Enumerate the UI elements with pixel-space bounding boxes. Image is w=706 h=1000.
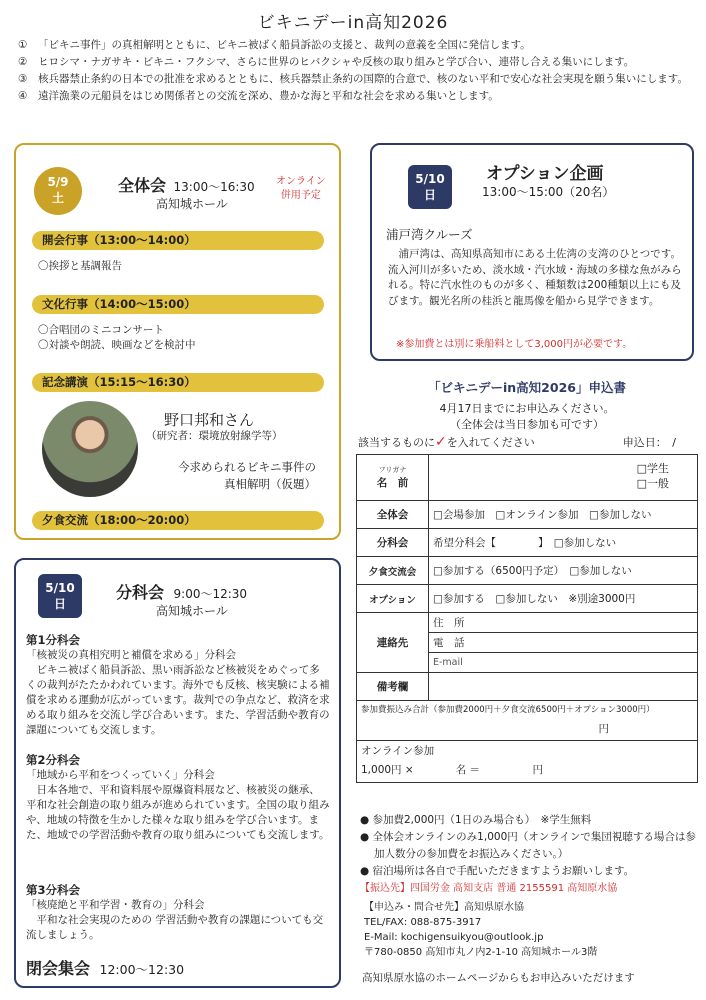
application-header: 「ビキニデーin高知2026」申込書 4月17日までにお申込みください。 （全体会は当日参加も可です） (428, 380, 626, 431)
culture-item: 〇対談や朗読、映画などを検討中 (38, 339, 196, 351)
speaker-name: 野口邦和さん (164, 411, 255, 429)
sub-options[interactable]: 希望分科会【 】 □参加しない (429, 529, 698, 557)
contact-label: 連絡先 (357, 613, 429, 673)
sub-section: 第2分科会 「地域から平和をつくっていく」分科会 日本各地で、平和資料展や原爆資料展など、核被災の継承、平和な社会創造の取り組みが進められています。全国の取り組みや、地域の特徴を生かした様々な取り組みを学び合います。また、地域での学習活動や教育の取り組みについても交流します。 (26, 753, 330, 841)
option-row-label: オプション (357, 585, 429, 613)
plenary-heading: 全体会 13:00〜16:30 (118, 176, 255, 195)
culture-item: 〇合唱団のミニコンサート (38, 324, 164, 336)
sub-date-badge: 5/10 日 (38, 574, 82, 618)
cruise-title: 浦戸湾クルーズ (386, 227, 473, 242)
page-title: ビキニデーin高知2026 (257, 13, 449, 33)
total-row[interactable]: 参加費振込み合計（参加費2000円＋夕食交流6500円＋オプション3000円） 円 (357, 701, 698, 741)
plenary-row-label: 全体会 (357, 501, 429, 529)
check-mark-icon: ✓ (435, 434, 447, 450)
sub-section: 第3分科会 「核廃絶と平和学習・教育の」分科会 平和な社会実現のための 学習活動や教育の課題についても交流しましょう。 (26, 883, 324, 941)
sub-heading: 分科会 9:00〜12:30 (116, 583, 248, 602)
speaker-affiliation: （研究者：環境放射線学等） (146, 430, 283, 442)
goal-item: ③ 核兵器禁止条約の日本での批准を求めるとともに、核兵器禁止条約の国際的合意で、核のない平和で安心な社会実現を願う集いにします。 (18, 73, 688, 85)
check-instruction: 該当するものに✓を入れてください 申込日： / (358, 434, 676, 450)
note-item: ● 宿泊場所は各自で手配いただきますようお願いします。 (360, 865, 635, 877)
goal-item: ① 「ビキニ事件」の真相解明とともに、ビキニ被ばく船員訴訟の支援と、裁判の意義を全国に発信します。 (18, 39, 531, 51)
option-options[interactable]: □参加する □参加しない ※別途3000円 (429, 585, 698, 613)
option-title: オプション企画 (486, 164, 604, 184)
speaker-photo (42, 401, 138, 497)
application-date: 申込日： / (622, 436, 676, 449)
fee-note: ※参加費とは別に乗船料として3,000円が必要です。 (396, 339, 633, 350)
name-field[interactable] (429, 455, 698, 501)
dinner-bar: 夕食交流（18:00〜20:00） (32, 511, 324, 530)
lecture-bar: 記念講演（15:15〜16:30） (32, 373, 324, 392)
plenary-panel (14, 143, 341, 540)
remarks-field[interactable] (429, 673, 698, 701)
option-panel (370, 143, 694, 361)
student-checkbox[interactable]: □学生 (636, 462, 669, 475)
sub-row-label: 分科会 (357, 529, 429, 557)
option-date-badge: 5/10 日 (408, 165, 452, 209)
homepage-note: 高知県原水協のホームページからもお申込みいただけます (362, 972, 635, 984)
goal-item: ④ 遠洋漁業の元船員をはじめ関係者との交流を深め、豊かな海と平和な社会を求める集いとします。 (18, 90, 499, 102)
subcommittee-panel (14, 558, 341, 988)
plenary-date-badge: 5/9 土 (34, 167, 82, 215)
dinner-row-label: 夕食交流会 (357, 557, 429, 585)
online-note: オンライン 併用予定 (276, 176, 326, 201)
bank-info: 【振込先】四国労金 高知支店 普通 2155591 高知原水協 (360, 883, 618, 894)
plenary-venue: 高知城ホール (156, 197, 228, 211)
lecture-topic: 今求められるビキニ事件の 真相解明（仮題） (178, 460, 316, 491)
address-field[interactable]: 住 所 (429, 613, 698, 633)
remarks-label: 備考欄 (357, 673, 429, 701)
sub-section: 第1分科会 「核被災の真相究明と補償を求める」分科会 ビキニ被ばく船員訴訟、黒い雨訴訟など核被災をめぐって多くの裁判がたたかわれています。海外でも反核、核実験による補償を求める運動が広がっています。裁判での争点など、救済を求める取り組みを交流し学び合あいます。また、学習活動や教育の課題についても交流します。 (26, 633, 330, 736)
culture-bar: 文化行事（14:00〜15:00） (32, 295, 324, 314)
phone-field[interactable]: 電 話 (429, 633, 698, 653)
notes-block (360, 812, 700, 897)
opening-item: 〇挨拶と基調報告 (38, 260, 122, 272)
name-label: フリガナ 名 前 (357, 455, 429, 501)
plenary-options[interactable]: □会場参加 □オンライン参加 □参加しない (429, 501, 698, 529)
goal-list (18, 38, 693, 106)
dinner-options[interactable]: □参加する（6500円予定） □参加しない (429, 557, 698, 585)
opening-bar: 開会行事（13:00〜14:00） (32, 231, 324, 250)
note-item: ● 全体会オンラインのみ1,000円（オンラインで集団視聴する場合は参加人数分の参加費をお振込みください。） (360, 831, 696, 860)
closing-heading: 閉会集会 12:00〜12:30 (26, 959, 185, 978)
application-form (356, 454, 698, 783)
cruise-description: 浦戸湾は、高知県高知市にある土佐湾の支湾のひとつです。流入河川が多いため、淡水域・汽水域・海域の多様な魚がみられる。特に汽水性のものが多く、種類数は200種類以上にも及びます。観光名所の桂浜と龍馬像を船から見学できます。 (388, 248, 682, 307)
online-row[interactable]: オンライン参加 1,000円 × 名 ＝ 円 (357, 741, 698, 783)
goal-item: ② ヒロシマ・ナガサキ・ビキニ・フクシマ、さらに世界のヒバクシャや反核の取り組みと学び合い、連帯し合える集いにします。 (18, 56, 635, 68)
sub-venue: 高知城ホール (156, 604, 228, 618)
note-item: ● 参加費2,000円（1日のみ場合も） ※学生無料 (360, 814, 592, 826)
email-field[interactable]: E-mail (429, 653, 698, 673)
option-time: 13:00〜15:00（20名） (482, 185, 615, 199)
contact-block: 【申込み・問合せ先】高知県原水協 TEL/FAX: 088-875-3917 E-Mail: kochigensuikyou@outlook.jp 〒780-0850 高知市丸ノ内2-1-10 高知城ホール3階 (364, 902, 598, 958)
general-checkbox[interactable]: □一般 (636, 477, 669, 490)
